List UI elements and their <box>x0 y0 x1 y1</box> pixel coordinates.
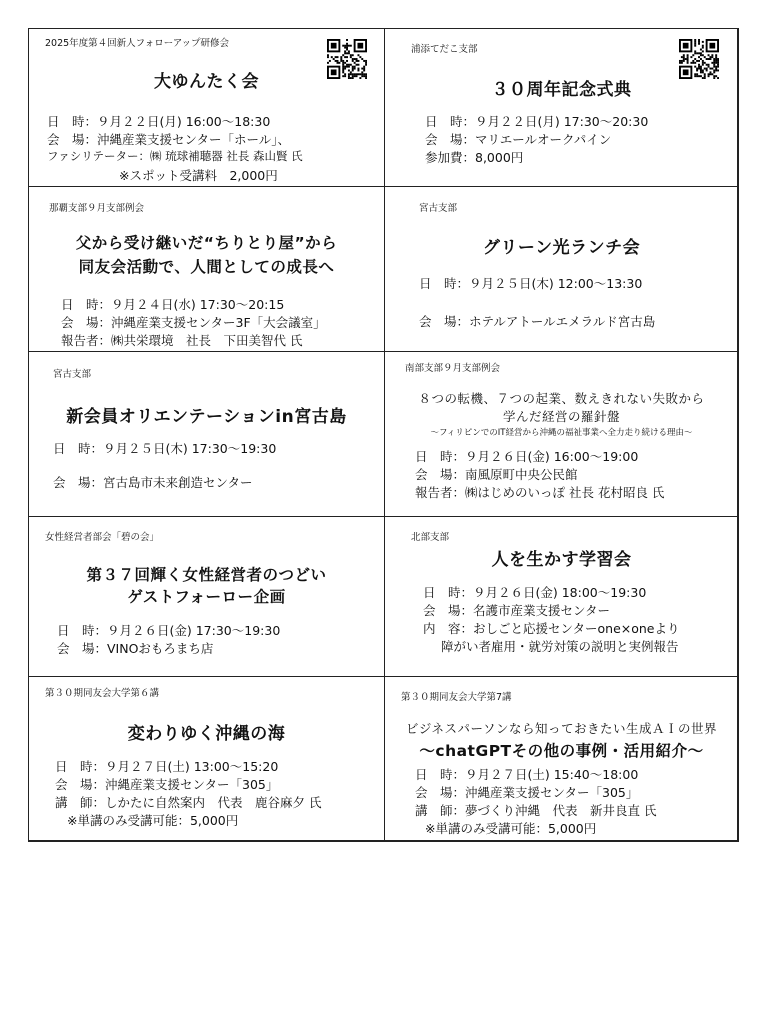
event-fee: ※単講のみ受講可能：5,000円 <box>67 813 239 828</box>
event-title: 新会員オリエンテーションin宮古島 <box>66 407 347 427</box>
event-tag: 第３０期同友会大学第６講 <box>45 688 160 699</box>
event-presenter: 報告者：㈱はじめのいっぽ 社長 花村昭良 氏 <box>415 485 665 500</box>
event-tag: 宮古支部 <box>53 369 92 380</box>
event-tag: 浦添てだこ支部 <box>411 44 478 55</box>
event-venue: 会 場：ホテルアトールエメラルド宮古島 <box>419 314 656 329</box>
event-datetime: 日 時：９月２６日(金) 18:00～19:30 <box>423 585 647 600</box>
event-tag: 南部支部９月支部例会 <box>405 363 501 374</box>
event-venue: 会 場：沖縄産業支援センター「ホール」、 <box>47 132 291 147</box>
event-title: 変わりゆく沖縄の海 <box>127 724 286 744</box>
event-subtitle: ～フィリピンでのIT経営から沖縄の福祉事業へ全力走り続ける理由～ <box>430 428 693 438</box>
event-venue: 会 場：宮古島市未来創造センター <box>53 475 253 490</box>
event-venue: 会 場：南風原町中央公民館 <box>415 467 578 482</box>
event-card-women <box>28 516 385 677</box>
event-card-university-6 <box>28 676 385 842</box>
event-datetime: 日 時：９月２４日(水) 17:30～20:15 <box>61 297 285 312</box>
event-tag: 宮古支部 <box>419 203 458 214</box>
event-title-line-1: ビジネスパーソンなら知っておきたい生成ＡＩの世界 <box>405 721 718 736</box>
event-card-hokubu <box>384 516 739 677</box>
event-venue: 会 場：沖縄産業支援センター「305」 <box>55 777 279 792</box>
event-title: グリーン光ランチ会 <box>482 238 641 258</box>
event-datetime: 日 時：９月２７日(土) 13:00～15:20 <box>55 759 279 774</box>
event-tag: 2025年度第４回新人フォローアップ研修会 <box>45 38 230 49</box>
event-title-line-2: ゲストフォーロー企画 <box>127 588 286 606</box>
event-content-detail: 障がい者雇用・就労対策の説明と実例報告 <box>441 639 679 654</box>
event-title-line-1: ８つの転機、７つの起業、数えきれない失敗から <box>418 391 705 406</box>
event-datetime: 日 時：９月２６日(金) 16:00～19:00 <box>415 449 639 464</box>
event-tag: 北部支部 <box>411 532 450 543</box>
event-title-line-1: 父から受け継いだ“ちりとり屋”から <box>75 234 338 252</box>
event-lecturer: 講 師：しかたに自然案内 代表 鹿谷麻夕 氏 <box>55 795 322 810</box>
event-title: 大ゆんたく会 <box>154 72 259 92</box>
event-card-miyako-orientation <box>28 351 385 517</box>
event-card-naha <box>28 186 385 352</box>
event-presenter: 報告者：㈱共栄環境 社長 下田美智代 氏 <box>61 333 303 348</box>
event-title-line-2: 学んだ経営の羅針盤 <box>502 409 620 424</box>
event-venue: 会 場：マリエールオークパイン <box>425 132 612 147</box>
event-fee: ※単講のみ受講可能：5,000円 <box>425 821 597 836</box>
event-datetime: 日 時：９月２７日(土) 15:40～18:00 <box>415 767 639 782</box>
event-tag: 女性経営者部会「碧の会」 <box>45 532 160 543</box>
event-venue: 会 場：沖縄産業支援センター「305」 <box>415 785 639 800</box>
event-title-line-1: 第３７回輝く女性経営者のつどい <box>86 566 327 584</box>
event-datetime: 日 時：９月２５日(木) 17:30～19:30 <box>53 441 277 456</box>
event-content: 内 容：おしごと応援センターone×oneより <box>423 621 680 636</box>
event-fee: 参加費：8,000円 <box>425 150 524 165</box>
event-datetime: 日 時：９月２２日(月) 16:00～18:30 <box>47 114 271 129</box>
qr-code-icon <box>679 39 719 79</box>
event-grid <box>28 28 738 841</box>
event-facilitator: ファシリテーター：㈱ 琉球補聴器 社長 森山賢 氏 <box>47 149 303 163</box>
event-card-followup <box>28 28 385 187</box>
event-tag: 那覇支部９月支部例会 <box>49 203 145 214</box>
event-datetime: 日 時：９月２６日(金) 17:30～19:30 <box>57 623 281 638</box>
event-lecturer: 講 師：夢づくり沖縄 代表 新井良直 氏 <box>415 803 657 818</box>
event-title-line-2: ～chatGPTその他の事例・活用紹介～ <box>419 742 704 760</box>
event-datetime: 日 時：９月２２日(月) 17:30～20:30 <box>425 114 649 129</box>
event-card-nanbu <box>384 351 739 517</box>
event-card-miyako-lunch <box>384 186 739 352</box>
event-fee: ※スポット受講料 2,000円 <box>119 168 278 183</box>
event-card-university-7 <box>384 676 739 842</box>
event-venue: 会 場：名護市産業支援センター <box>423 603 611 618</box>
event-datetime: 日 時：９月２５日(木) 12:00～13:30 <box>419 276 643 291</box>
event-title: ３０周年記念式典 <box>491 80 632 100</box>
event-card-anniversary <box>384 28 739 187</box>
event-venue: 会 場：沖縄産業支援センター3F「大会議室」 <box>61 315 326 330</box>
event-title: 人を生かす学習会 <box>491 550 632 570</box>
event-tag: 第３０期同友会大学第7講 <box>401 692 512 703</box>
event-title-line-2: 同友会活動で、人間としての成長へ <box>78 258 335 276</box>
event-venue: 会 場：VINOおもろまち店 <box>57 641 214 656</box>
